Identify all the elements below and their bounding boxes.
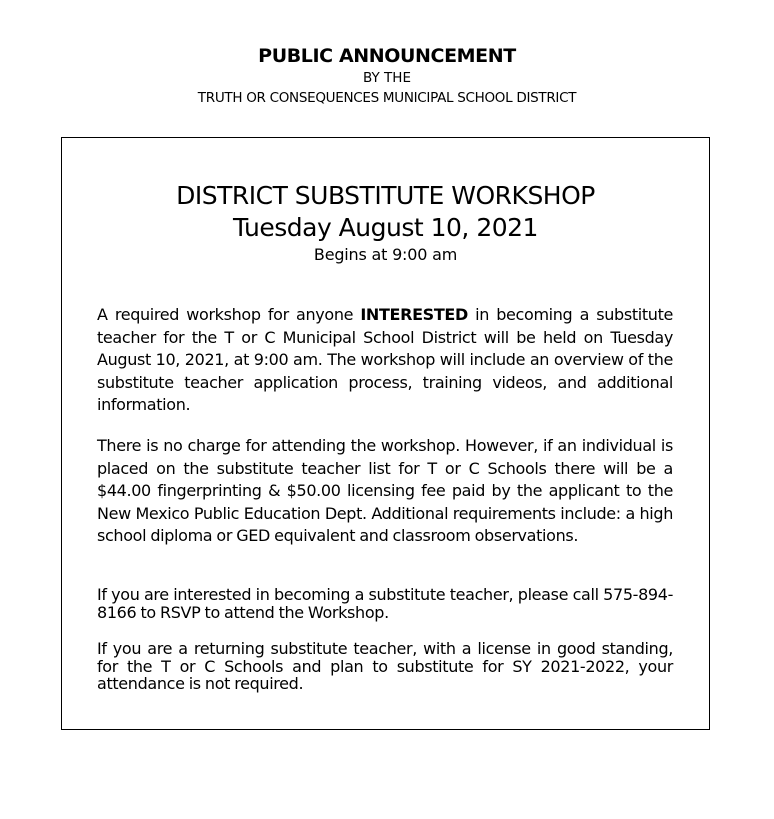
paragraph-workshop-description — [97, 304, 673, 417]
notice-box — [61, 137, 710, 730]
paragraph-text-end: in becoming a substitute teacher for the T or C Municipal School District will be held on Tuesday August 10, 2021, at 9:00 am. The workshop will include an overview of the substitute teacher application process, training videos, and additional information. — [97, 305, 673, 414]
district-name: TRUTH OR CONSEQUENCES MUNICIPAL SCHOOL DISTRICT — [197, 90, 577, 106]
announcement-header — [0, 44, 774, 108]
event-start-time: Begins at 9:00 am — [313, 245, 458, 264]
emphasis-interested: INTERESTED — [360, 305, 468, 324]
paragraph-fees-requirements: There is no charge for attending the workshop. However, if an individual is placed on the substitute teacher list for T or C Schools there will be a $44.00 fingerprinting & $50.00 licensing fee paid by the applicant to the New Mexico Public Education Dept. Additional requirements include: a high school diploma or GED equivalent and classroom observations. — [97, 436, 673, 545]
paragraph-rsvp: If you are interested in becoming a substitute teacher, please call 575-894-8166 to RSVP to attend the Workshop. — [97, 585, 673, 622]
paragraph-text-start: A required workshop for anyone — [97, 305, 361, 324]
event-date: Tuesday August 10, 2021 — [233, 213, 538, 242]
announcement-title: PUBLIC ANNOUNCEMENT — [258, 45, 516, 67]
paragraph-returning-substitutes: If you are a returning substitute teacher, with a license in good standing, for the T or C Schools and plan to substitute for SY 2021-2022, your attendance is not required. — [97, 639, 673, 693]
event-title: DISTRICT SUBSTITUTE WORKSHOP — [176, 181, 595, 210]
announcement-by-line: BY THE — [363, 70, 411, 86]
